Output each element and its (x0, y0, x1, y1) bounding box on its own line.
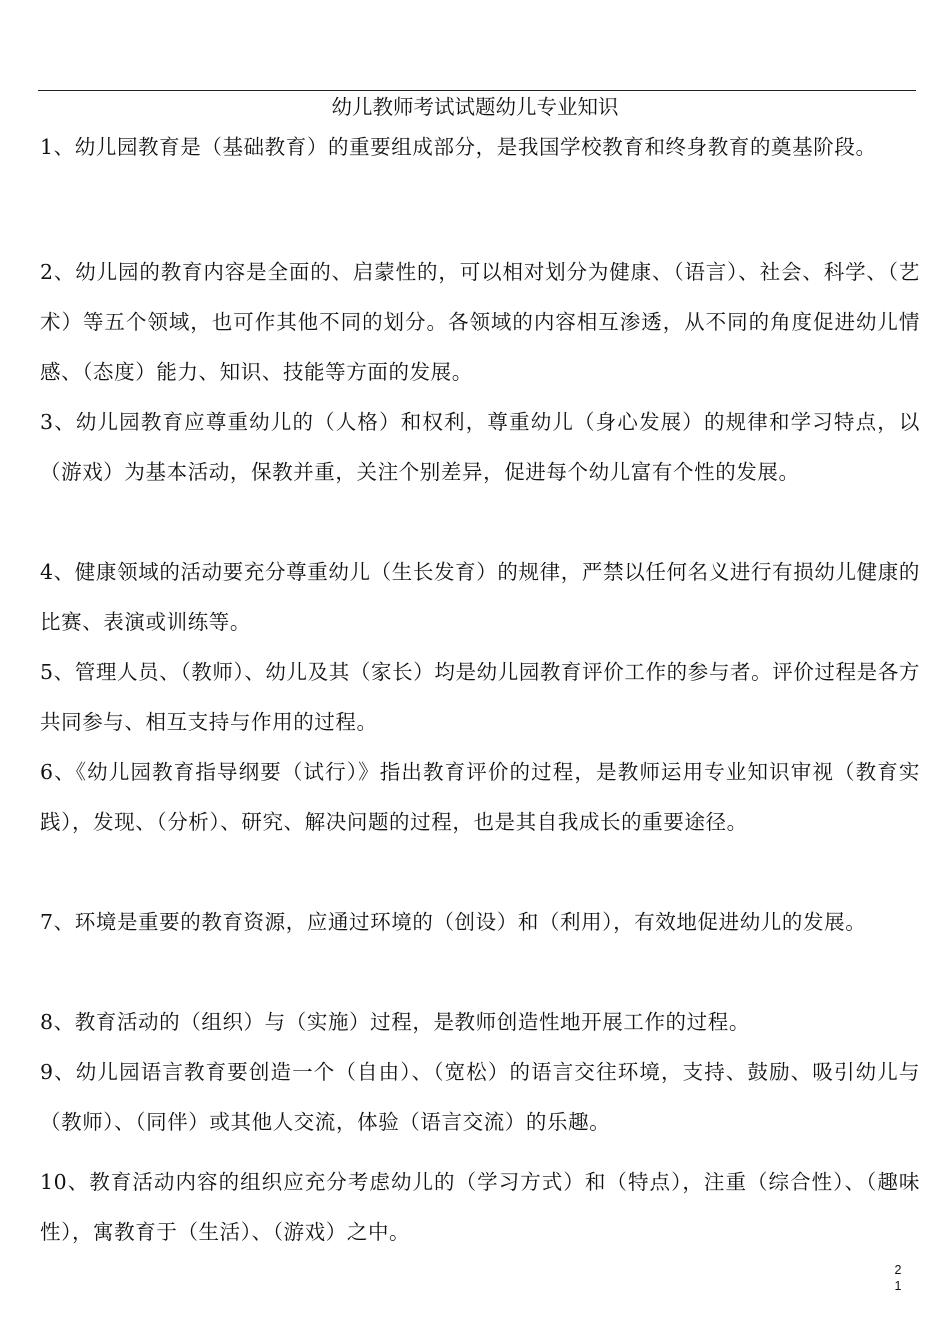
question-10: 10、教育活动内容的组织应充分考虑幼儿的（学习方式）和（特点），注重（综合性）、（趣味性），寓教育于（生活）、（游戏）之中。 (40, 1170, 920, 1244)
question-2: 2、幼儿园的教育内容是全面的、启蒙性的，可以相对划分为健康、（语言）、社会、科学、（艺术）等五个领域，也可作其他不同的划分。各领域的内容相互渗透，从不同的角度促进幼儿情感、（态度）能力、知识、技能等方面的发展。 (40, 260, 920, 384)
question-7: 7、环境是重要的教育资源，应通过环境的（创设）和（利用），有效地促进幼儿的发展。 (40, 910, 867, 934)
page-number: 2 1 (894, 1263, 902, 1293)
question-3: 3、幼儿园教育应尊重幼儿的（人格）和权利，尊重幼儿（身心发展）的规律和学习特点，以（游戏）为基本活动，保教并重，关注个别差异，促进每个幼儿富有个性的发展。 (40, 410, 920, 484)
question-9: 9、幼儿园语言教育要创造一个（自由）、（宽松）的语言交往环境，支持、鼓励、吸引幼儿与（教师）、（同伴）或其他人交流，体验（语言交流）的乐趣。 (40, 1060, 920, 1134)
question-1: 1、幼儿园教育是（基础教育）的重要组成部分，是我国学校教育和终身教育的奠基阶段。 (40, 135, 877, 159)
header-rule (38, 90, 916, 91)
question-4: 4、健康领域的活动要充分尊重幼儿（生长发育）的规律，严禁以任何名义进行有损幼儿健康的比赛、表演或训练等。 (40, 560, 920, 634)
document-title: 幼儿教师考试试题幼儿专业知识 (331, 95, 619, 119)
question-5: 5、管理人员、（教师）、幼儿及其（家长）均是幼儿园教育评价工作的参与者。评价过程是各方共同参与、相互支持与作用的过程。 (40, 660, 920, 734)
question-8: 8、教育活动的（组织）与（实施）过程，是教师创造性地开展工作的过程。 (40, 1010, 750, 1034)
question-6: 6、《幼儿园教育指导纲要（试行）》指出教育评价的过程，是教师运用专业知识审视（教育实践），发现、（分析）、研究、解决问题的过程，也是其自我成长的重要途径。 (40, 760, 920, 834)
